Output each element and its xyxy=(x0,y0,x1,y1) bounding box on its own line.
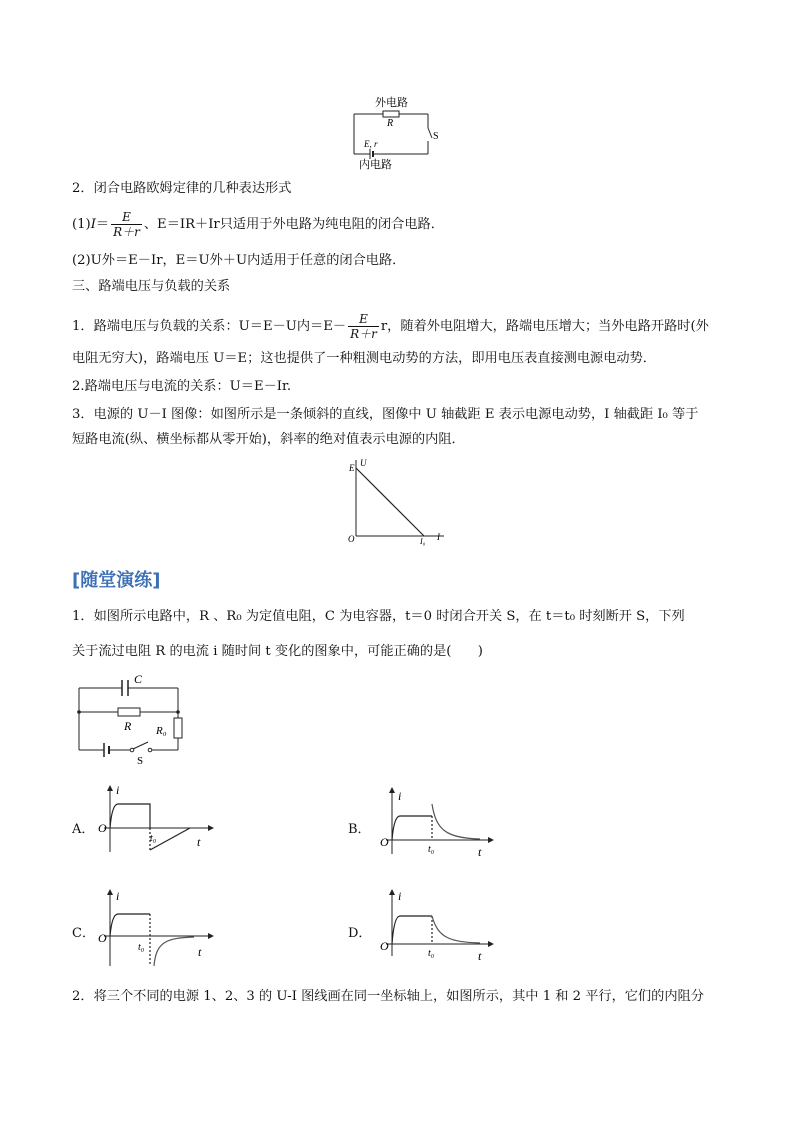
formula-1-tail: 只适用于外电路为纯电阻的闭合电路． xyxy=(219,217,444,232)
option-b-origin: O xyxy=(380,835,389,849)
emf-label: E, r xyxy=(364,139,378,149)
option-a-i-label: i xyxy=(116,784,120,797)
question-1-circuit xyxy=(70,670,190,768)
switch-s-label: S xyxy=(137,755,144,767)
question-1-line-1: 1．如图所示电路中，R 、R₀ 为定值电阻，C 为电容器，t＝0 时闭合开关 S，在 t＝t₀ 时刻断开 S，下列 xyxy=(72,609,685,624)
practice-heading: [随堂演练] xyxy=(72,570,161,591)
question-2-line-1: 2．将三个不同的电源 1、2、3 的 U-I 图线画在同一坐标轴上，如图所示，其中 1 和 2 平行，它们的内阻分 xyxy=(72,989,704,1004)
formula-1 xyxy=(72,208,444,242)
section-2-title: 2．闭合电路欧姆定律的几种表达形式 xyxy=(72,181,292,196)
paragraph-3-line-1: 3．电源的 U－I 图像：如图所示是一条倾斜的直线，图像中 U 轴截距 E 表示电源电动势，I 轴截距 I₀ 等于 xyxy=(72,407,699,422)
paragraph-1-line-2: 电阻无穷大)，路端电压 U＝E；这也提供了一种粗测电动势的方法，即用电压表直接测电源电动势． xyxy=(72,351,656,366)
option-c-origin: O xyxy=(98,931,107,945)
closed-circuit-diagram xyxy=(348,94,448,172)
option-c-graph[interactable] xyxy=(94,888,218,970)
fraction-e-over-r-2 xyxy=(348,312,379,341)
option-b-i-label: i xyxy=(398,789,402,803)
option-a-t-label: t xyxy=(197,835,201,849)
option-c-i-label: i xyxy=(116,889,120,903)
paragraph-1-line-1 xyxy=(72,310,709,344)
formula-2: (2)U外＝E－Ir，E＝U外＋U内适用于任意的闭合电路． xyxy=(72,253,406,268)
formula-1-prefix: (1) xyxy=(72,217,91,232)
formula-1-eq: ＝ xyxy=(95,217,110,232)
option-b-graph[interactable] xyxy=(376,786,500,858)
fraction-denominator: R＋r xyxy=(113,225,140,239)
capacitor-c-label: C xyxy=(134,672,143,686)
formula-1-mid: 、E＝IR＋Ir xyxy=(143,217,220,232)
option-b-t0-label: t₀ xyxy=(428,844,435,855)
resistor-r0-label: R₀ xyxy=(156,725,167,737)
option-d-letter[interactable]: D． xyxy=(348,926,372,941)
section-3-title: 三、路端电压与负载的关系 xyxy=(72,279,231,294)
option-d-origin: O xyxy=(380,939,389,953)
fraction-denominator: R＋r xyxy=(350,327,377,341)
switch-s-label: S xyxy=(433,131,439,142)
fraction-numerator: E xyxy=(348,312,379,327)
p1-head: 1．路端电压与负载的关系：U＝E－U内＝E－ xyxy=(72,319,347,334)
outer-circuit-label: 外电路 xyxy=(375,97,408,109)
u-i-graph xyxy=(340,456,450,548)
option-d-i-label: i xyxy=(398,889,402,903)
option-a-letter[interactable]: A． xyxy=(72,822,95,837)
option-b-t-label: t xyxy=(478,845,482,858)
option-d-graph[interactable] xyxy=(376,888,500,962)
resistor-r-label: R xyxy=(387,118,394,129)
origin-label: O xyxy=(348,534,355,544)
fraction-e-over-r xyxy=(111,210,142,239)
i0-intercept-label: I₀ xyxy=(420,537,426,546)
paragraph-2: 2.路端电压与电流的关系：U＝E－Ir. xyxy=(72,379,292,394)
option-a-t0-label: t₀ xyxy=(150,833,157,844)
fraction-numerator: E xyxy=(111,210,142,225)
option-d-t-label: t xyxy=(478,949,482,962)
option-d-t0-label: t₀ xyxy=(428,948,435,959)
formula-1-i: I xyxy=(90,217,96,232)
u-axis-label: U xyxy=(360,458,367,468)
p1-tail: r，随着外电阻增大，路端电压增大；当外电路开路时(外 xyxy=(380,319,709,334)
resistor-r-label: R xyxy=(124,719,132,733)
i-axis-label: I xyxy=(437,532,440,542)
option-a-graph[interactable] xyxy=(94,784,218,856)
option-c-t0-label: t₀ xyxy=(138,942,145,953)
paragraph-3-line-2: 短路电流(纵、横坐标都从零开始)，斜率的绝对值表示电源的内阻． xyxy=(72,432,465,447)
option-c-letter[interactable]: C． xyxy=(72,926,95,941)
e-intercept-label: E xyxy=(349,463,355,473)
question-1-line-2: 关于流过电阻 R 的电流 i 随时间 t 变化的图象中，可能正确的是( ) xyxy=(72,644,483,659)
option-a-origin: O xyxy=(98,821,107,835)
option-c-t-label: t xyxy=(198,945,202,959)
inner-circuit-label: 内电路 xyxy=(359,159,392,171)
option-b-letter[interactable]: B． xyxy=(348,822,371,837)
